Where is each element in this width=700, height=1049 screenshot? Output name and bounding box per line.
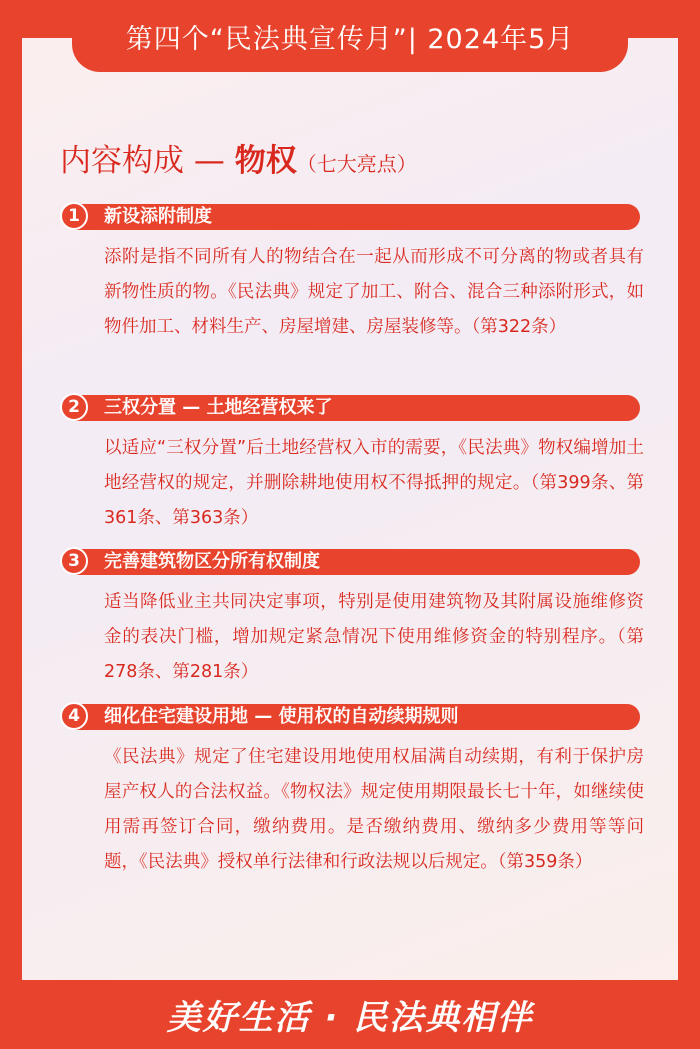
item-title: 细化住宅建设用地 — 使用权的自动续期规则 <box>104 706 459 727</box>
highlight-item-3 <box>60 547 644 690</box>
section-title-bold: 物权 <box>234 143 297 179</box>
item-header <box>60 202 640 230</box>
item-body: 以适应“三权分置”后土地经营权入市的需要，《民法典》物权编增加土地经营权的规定，并删除耕地使用权不得抵押的规定。（第399条、第361条、第363条） <box>104 438 644 528</box>
item-number-badge: 3 <box>60 547 88 575</box>
item-body: 《民法典》规定了住宅建设用地使用权届满自动续期，有利于保护房屋产权人的合法权益。《物权法》规定使用期限最长七十年，如继续使用需再签订合同，缴纳费用。是否缴纳费用、缴纳多少费用等等问题，《民法典》授权单行法律和行政法规以后规定。（第359条） <box>104 747 644 872</box>
highlight-item-4 <box>60 702 644 880</box>
item-title: 三权分置 — 土地经营权来了 <box>104 397 333 418</box>
item-body: 适当降低业主共同决定事项，特别是使用建筑物及其附属设施维修资金的表决门槛，增加规定紧急情况下使用维修资金的特别程序。（第278条、第281条） <box>104 592 644 682</box>
header-text: 第四个“民法典宣传月”| 2024年5月 <box>125 23 575 55</box>
highlight-item-1 <box>60 202 644 345</box>
section-title-prefix: 内容构成 — <box>60 143 235 179</box>
section-title-sub: （七大亮点） <box>296 152 417 176</box>
item-body: 添附是指不同所有人的物结合在一起从而形成不可分离的物或者具有新物性质的物。《民法典》规定了加工、附合、混合三种添附形式，如物件加工、材料生产、房屋增建、房屋装修等。（第322条） <box>104 247 644 337</box>
section-title <box>60 135 417 180</box>
footer-slogan: 美好生活 · 民法典相伴 <box>166 998 534 1038</box>
item-number-badge: 2 <box>60 393 88 421</box>
item-title: 新设添附制度 <box>104 206 212 227</box>
item-number-badge: 4 <box>60 702 88 730</box>
highlight-item-2 <box>60 393 644 536</box>
item-header <box>60 393 640 421</box>
item-title: 完善建筑物区分所有权制度 <box>104 551 320 572</box>
header-banner <box>72 0 628 72</box>
item-header <box>60 702 640 730</box>
item-number-badge: 1 <box>60 202 88 230</box>
item-header <box>60 547 640 575</box>
